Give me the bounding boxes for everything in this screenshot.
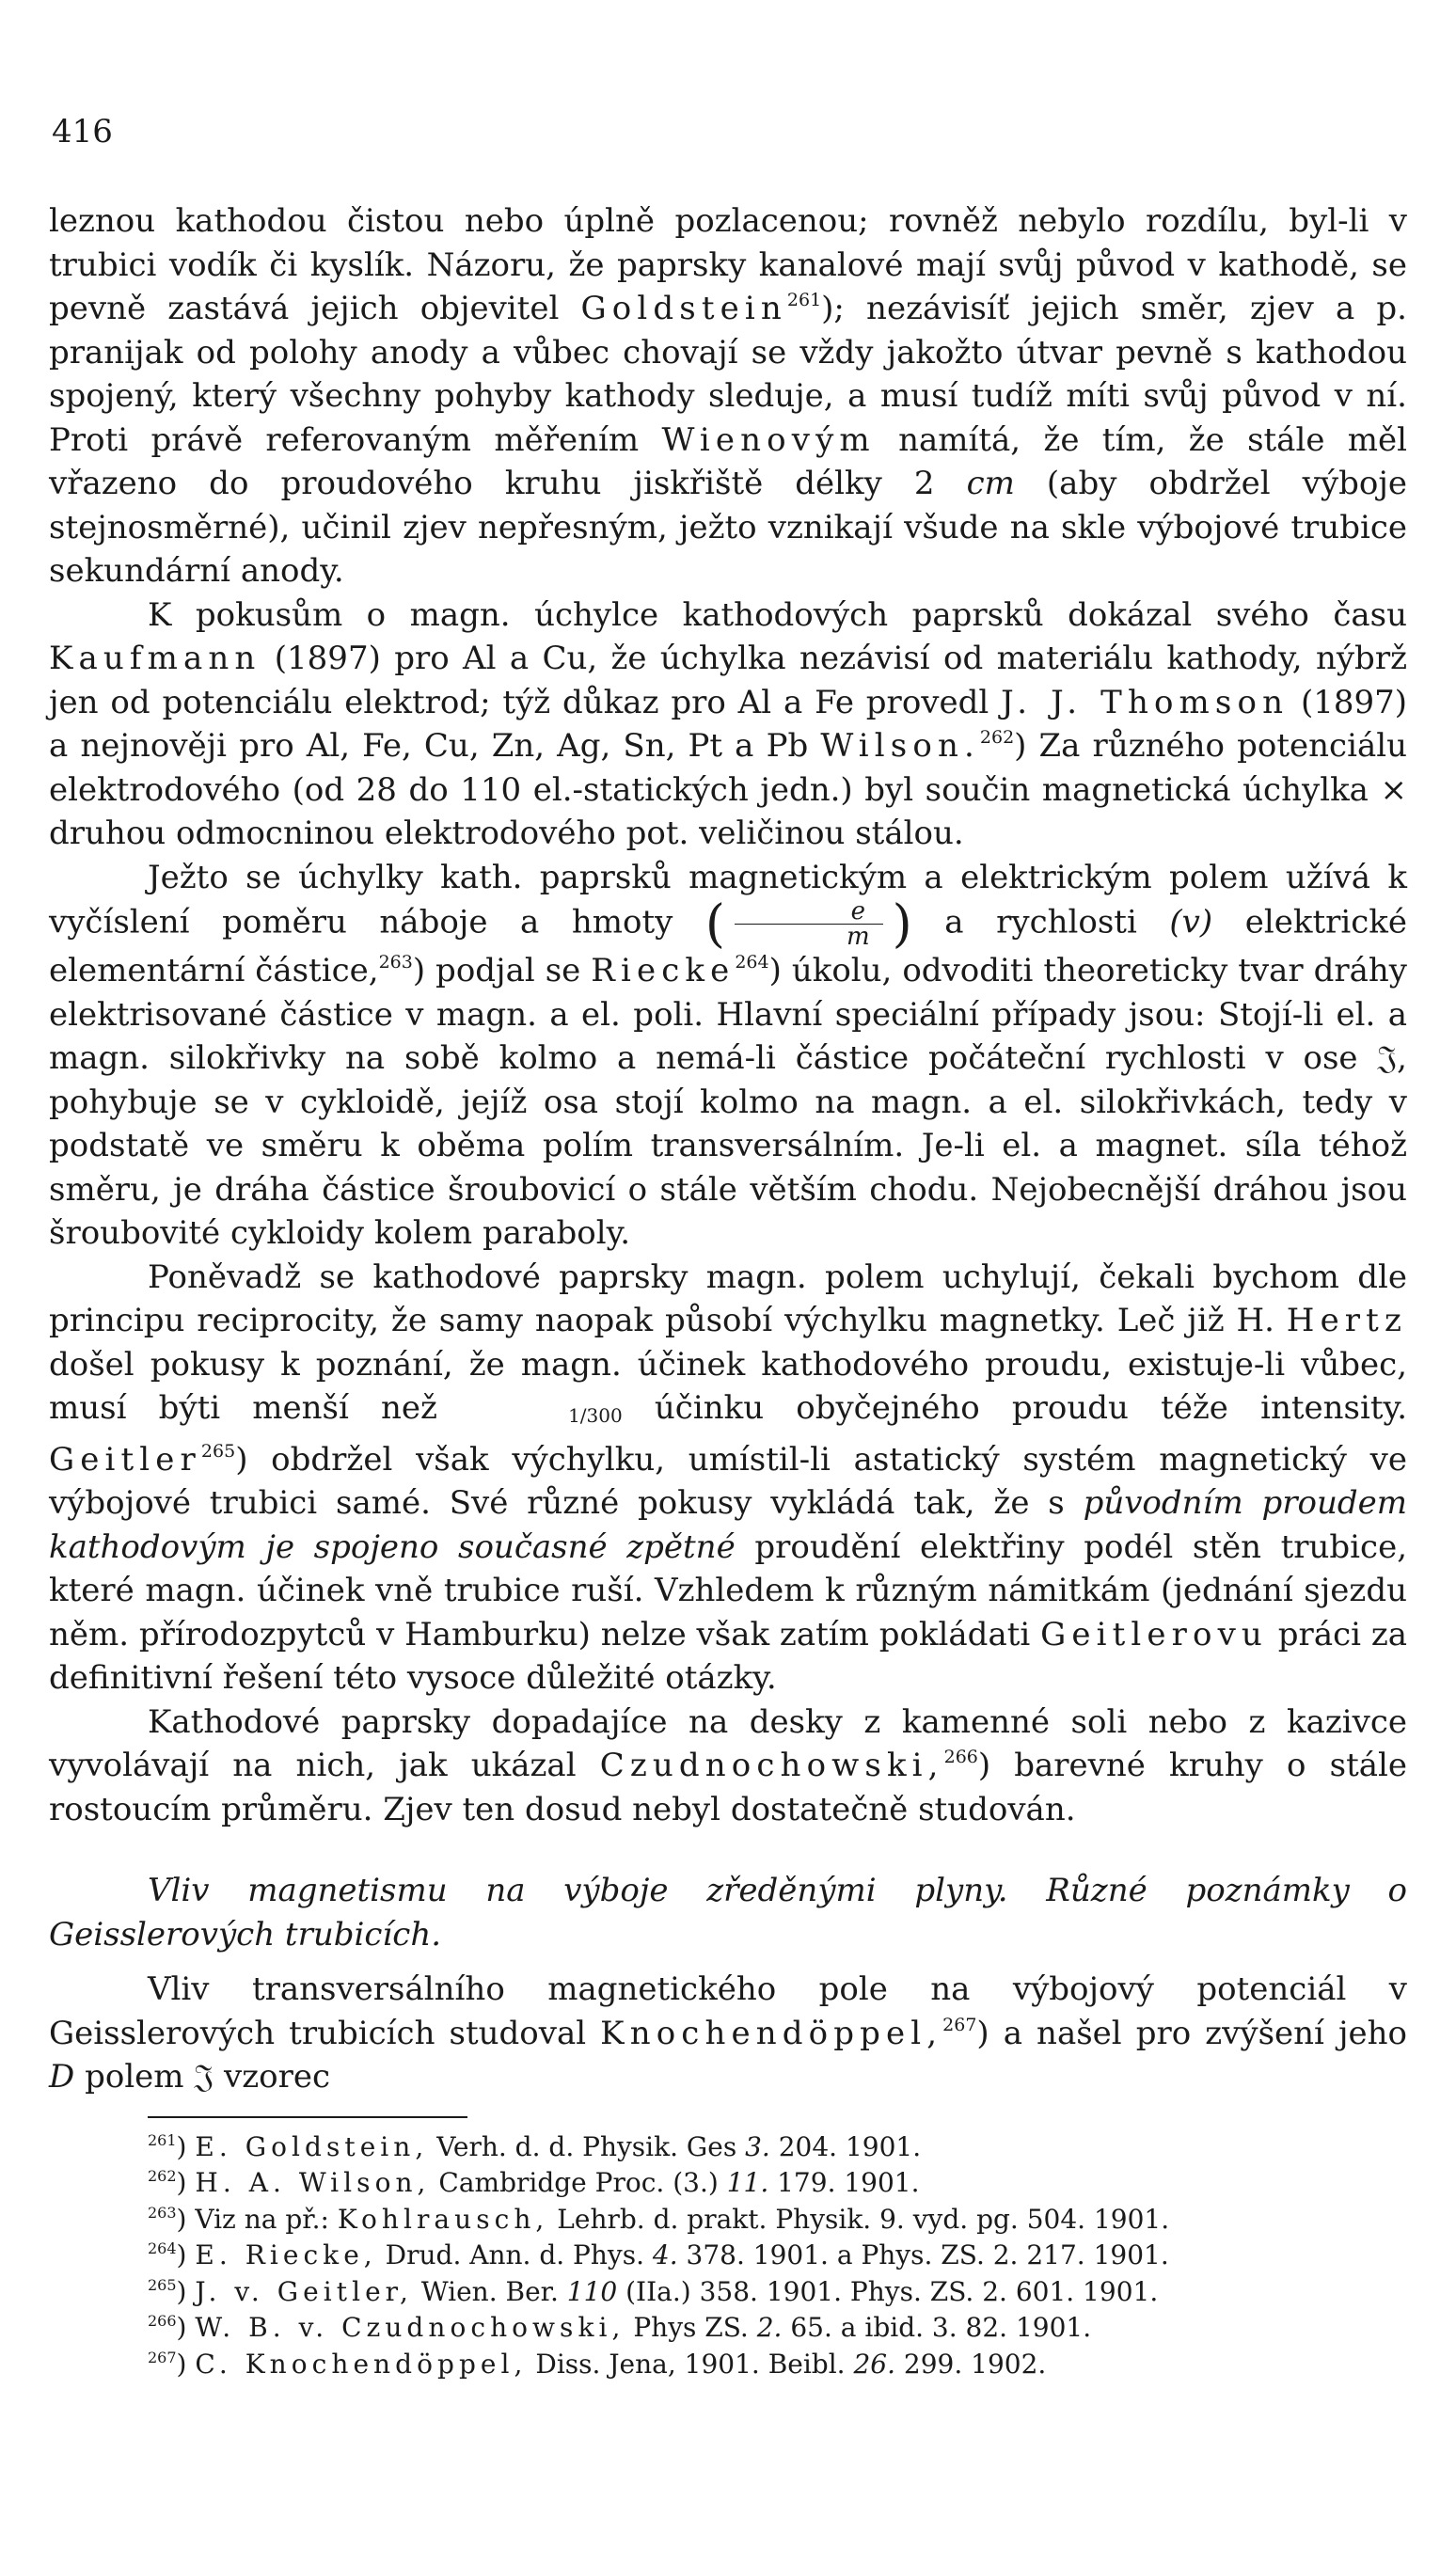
footnote: $^{264}$) E. Riecke, Drud. Ann. d. Phys. 4. 378. 1901. a Phys. ZS. 2. 217. 1901. [148, 2239, 1169, 2270]
footnote: $^{265}$) J. v. Geitler, Wien. Ber. 110 (IIa.) 358. 1901. Phys. ZS. 2. 601. 1901. [148, 2275, 1159, 2307]
author-name: Wilson. [820, 727, 980, 765]
footnote: $^{266}$) W. B. v. Czudnochowski, Phys ZS. 2. 65. a ibid. 3. 82. 1901. [148, 2312, 1092, 2343]
footnote-divider [148, 2116, 467, 2118]
footnote: $^{262}$) H. A. Wilson, Cambridge Proc. (3.) 11. 179. 1901. [148, 2167, 920, 2198]
author-name: Geitler [49, 1440, 201, 1479]
author-name: Goldstein [580, 290, 787, 327]
footnote-ref: 266 [943, 1747, 978, 1767]
body-text [49, 199, 1407, 2382]
paragraph-2: K pokusům o magn. úchylce kathodových paprsků dokázal svého času Kaufmann (1897) pro Al a Cu, že úchylka nezávisí od materiálu kathody, nýbrž jen od potenciálu elektrod; týž důkaz pro Al a Fe provedl J. J. Thomson (1897) a nejnověji pro Al, Fe, Cu, Zn, Ag, Sn, Pt a Pb Wilson.$^{262}$) Za různého potenciálu elektrodového (od 28 do 110 el.-statických jedn.) byl součin magnetická úchylka × druhou odmocninou elektrodového pot. veličinou stálou. [49, 595, 1408, 852]
footnote-ref: 261 [786, 290, 822, 310]
paragraph-3: Ježto se úchylky kath. paprsků magnetickým a elektrickým polem užívá k vyčíslení poměru náboje a hmoty ( $\frac{e}{m}$ ) a rychlosti (v) elektrické elementární částice,$^{263}$) podjal se Riecke$^{264}$) úkolu, odvoditi theoreticky tvar dráhy elektrisované částice v magn. a el. poli. Hlavní speciální případy jsou: Stojí-li el. a magn. silokřivky na sobě kolmo a nemá-li částice počáteční rychlosti v ose 𝔍, pohybuje se v cykloidě, jejíž osa stojí kolmo na magn. a el. silokřivkách, tedy v podstatě ve směru k oběma polím transversálním. Je-li el. a magnet. síla téhož směru, je dráha částice šroubovicí o stále větším chodu. Nejobecnější dráhou jsou šroubovité cykloidy kolem paraboly. [49, 858, 1407, 1252]
section-title: Vliv magnetismu na výboje zředěnými plyny. Různé poznámky o Geisslerových trubicích. [49, 1872, 1407, 1954]
footnote-ref: 267 [942, 2014, 977, 2035]
author-name: Riecke [591, 952, 736, 989]
symbol-d: D [49, 2058, 75, 2096]
footnote: $^{263}$) Viz na př.: Kohlrausch, Lehrb. d. prakt. Physik. 9. vyd. pg. 504. 1901. [148, 2203, 1170, 2235]
footnote-ref: 264 [735, 952, 769, 973]
paragraph-1: leznou kathodou čistou nebo úplně pozlacenou; rovněž nebylo rozdílu, byl-li v trubici vodík či kyslík. Názoru, že paprsky kanalové mají svůj původ v kathodě, se pevně zastává jejich objevitel Goldstein$^{261}$); nezávisíť jejich směr, zjev a p. pranijak od polohy anody a vůbec chovají se vždy jakožto útvar pevně s kathodou spojený, který všechny pohyby kathody sleduje, a musí tudíž míti svůj původ v ní. Proti právě referovaným měřením Wienovým namítá, že tím, že stále měl vřazeno do proudového kruhu jiskřiště délky 2 cm (aby obdržel výboje stejnosměrné), učinil zjev nepřesným, ježto vznikají všude na skle výbojové trubice sekundární anody. [49, 202, 1407, 590]
footnote-ref: 263 [378, 952, 413, 973]
footnote: $^{267}$) C. Knochendöppel, Diss. Jena, 1901. Beibl. 26. 299. 1902. [148, 2348, 1047, 2380]
footnote-ref: 265 [200, 1440, 236, 1462]
paragraph-6: Vliv transversálního magnetického pole na výbojový potenciál v Geisslerových trubicích studoval Knochendöppel,$^{267}$) a našel pro zvýšení jeho D polem 𝔍 vzorec [49, 1970, 1407, 2096]
author-name: Geitlerovu [1040, 1615, 1268, 1653]
field-symbol: 𝔍 [194, 2058, 214, 2096]
field-symbol: 𝔍, [1377, 1039, 1407, 1077]
author-name: Hertz [1286, 1302, 1407, 1339]
author-name: J. J. Thomson [1001, 683, 1290, 721]
page-number: 416 [52, 113, 113, 150]
author-name: Czudnochowski, [599, 1747, 944, 1784]
fraction-e-over-m: $\frac{e}{m}$ [735, 899, 883, 949]
paragraph-4: Poněvadž se kathodové paprsky magn. polem uchylují, čekali bychom dle principu reciprocity, že samy naopak působí výchylku magnetky. Leč již H. Hertz došel pokusy k poznání, že magn. účinek kathodového proudu, existuje-li vůbec, musí býti menší než 1/300 účinku obyčejného proudu téže intensity. Geitler$^{265}$) obdržel však výchylku, umístil-li astatický systém magnetický ve výbojové trubici samé. Své různé pokusy vykládá tak, že s původním proudem kathodovým je spojeno současné zpětné proudění elektřiny podél stěn trubice, které magn. účinek vně trubice ruší. Vzhledem k různým námitkám (jednání sjezdu něm. přírodozpytců v Hamburku) nelze však zatím pokládati Geitlerovu práci za definitivní řešení této vysoce důležité otázky. [49, 1258, 1408, 1697]
paragraph-5: Kathodové paprsky dopadajíce na desky z kamenné soli nebo z kazivce vyvolávají na nich, jak ukázal Czudnochowski,$^{266}$) barevné kruhy o stále rostoucím průměru. Zjev ten dosud nebyl dostatečně studován. [49, 1702, 1407, 1828]
unit: cm [966, 465, 1015, 502]
footnotes [148, 2129, 1407, 2383]
author-name: Kaufmann [49, 640, 261, 677]
footnote-ref: 262 [979, 727, 1015, 748]
author-name: Knochendöppel, [600, 2014, 943, 2052]
footnote: $^{261}$) E. Goldstein, Verh. d. d. Physik. Ges 3. 204. 1901. [148, 2130, 922, 2162]
small-fraction: 1/300 [568, 1404, 623, 1427]
author-name: Wienovým [661, 420, 876, 459]
